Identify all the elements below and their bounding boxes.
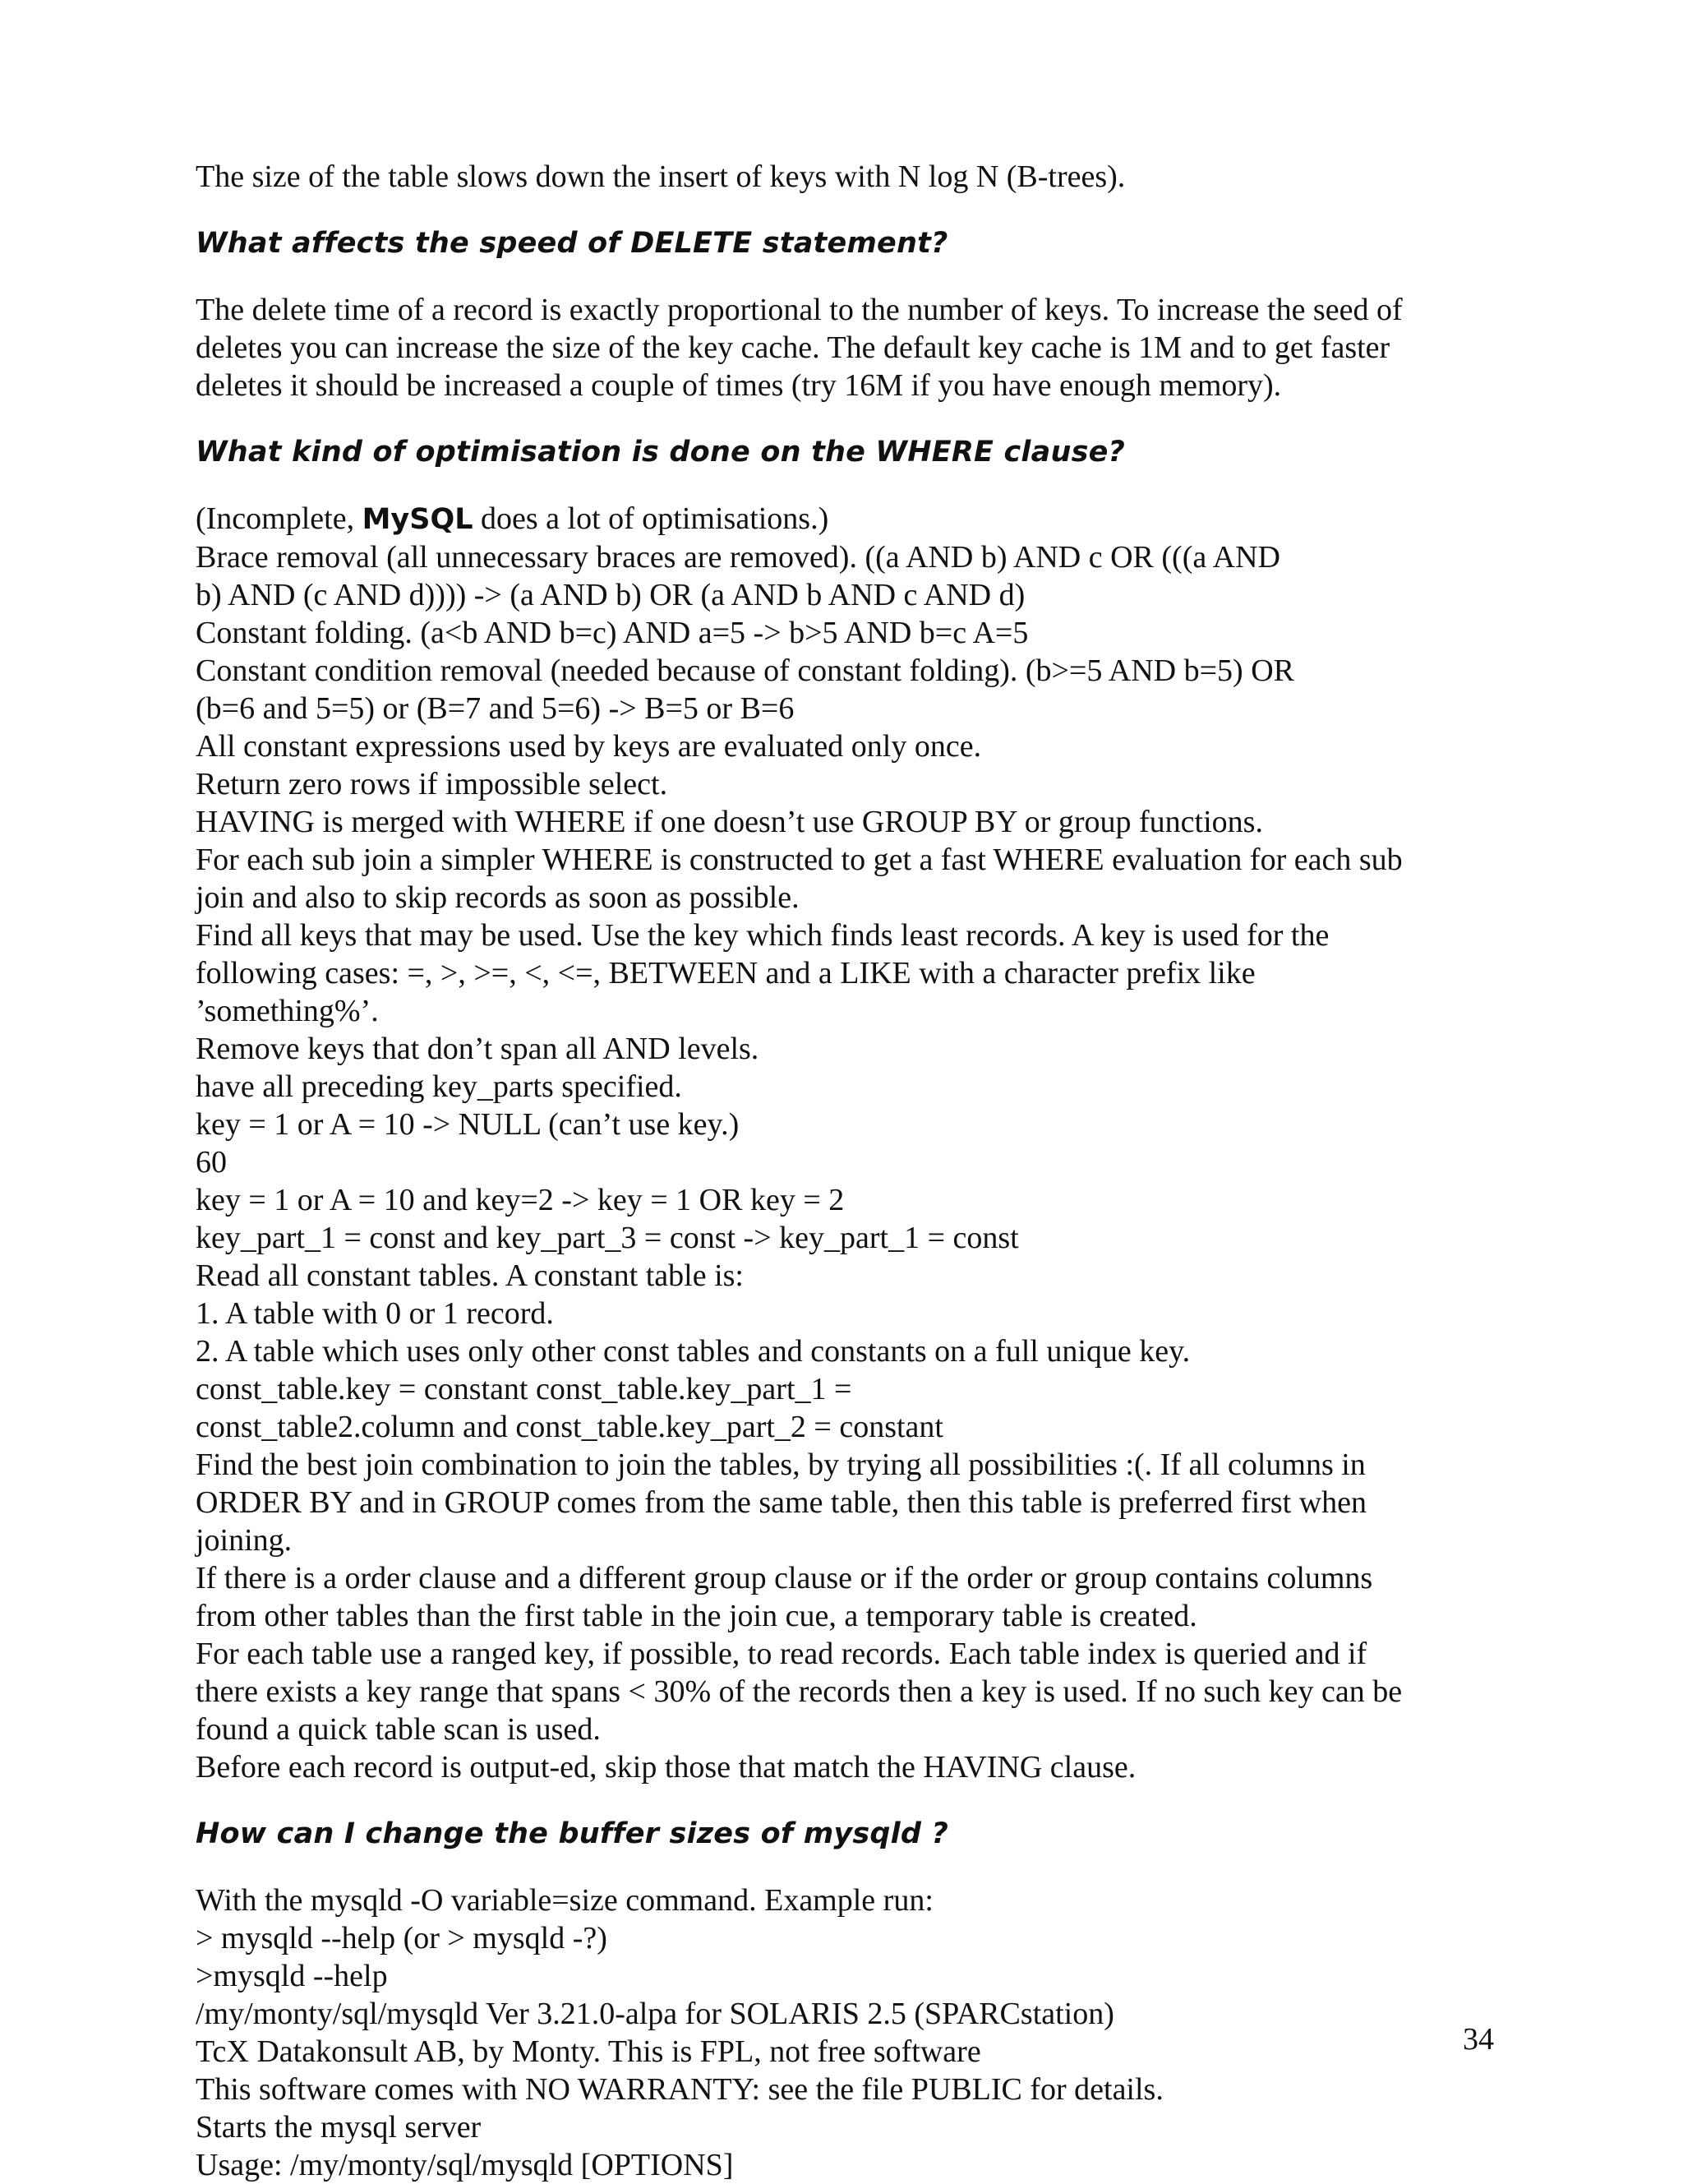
paragraph-line: Constant folding. (a<b AND b=c) AND a=5 -> b>5 AND b=c A=5 — [196, 616, 1029, 650]
paragraph-line: const_table.key = constant const_table.key_part_1 = — [196, 1372, 852, 1406]
paragraph-line: from other tables than the first table in the join cue, a temporary table is created. — [196, 1599, 1197, 1633]
paragraph-line: (b=6 and 5=5) or (B=7 and 5=6) -> B=5 or B=6 — [196, 691, 795, 726]
paragraph-line: Before each record is output-ed, skip those that match the HAVING clause. — [196, 1750, 1137, 1785]
intro-line: The size of the table slows down the insert of keys with N log N (B-trees). — [196, 159, 1126, 194]
buffers-section-heading: How can I change the buffer sizes of mysqld ? — [196, 1817, 949, 1850]
paragraph-line: 1. A table with 0 or 1 record. — [196, 1296, 554, 1331]
paragraph-line: key = 1 or A = 10 -> NULL (can’t use key.) — [196, 1107, 740, 1142]
page-number: 34 — [1463, 2022, 1494, 2057]
paragraph-line: Constant condition removal (needed because of constant folding). (b>=5 AND b=5) OR — [196, 653, 1294, 688]
document-page — [196, 158, 1494, 2184]
paragraph-line: b) AND (c AND d)))) -> (a AND b) OR (a AND b AND c AND d) — [196, 578, 1026, 612]
delete-section-body — [196, 291, 1494, 404]
delete-section-heading: What affects the speed of DELETE statement? — [196, 227, 948, 260]
paragraph-line: ’something%’. — [196, 994, 379, 1028]
paragraph-line: The delete time of a record is exactly proportional to the number of keys. To increase the seed of — [196, 293, 1403, 327]
paragraph-line: deletes it should be increased a couple of times (try 16M if you have enough memory). — [196, 368, 1282, 403]
paragraph-line: 60 — [196, 1145, 227, 1180]
paragraph-line: This software comes with NO WARRANTY: see the file PUBLIC for details. — [196, 2072, 1164, 2107]
paragraph-line: Find the best join combination to join the tables, by trying all possibilities :(. If all columns in — [196, 1448, 1366, 1482]
paragraph-line: deletes you can increase the size of the key cache. The default key cache is 1M and to get faster — [196, 330, 1390, 365]
where-section-heading: What kind of optimisation is done on the WHERE clause? — [196, 436, 1126, 469]
paragraph-line: > mysqld --help (or > mysqld -?) — [196, 1921, 607, 1955]
paragraph-line: Remove keys that don’t span all AND levels. — [196, 1032, 759, 1066]
paragraph-line: Brace removal (all unnecessary braces are removed). ((a AND b) AND c OR (((a AND — [196, 540, 1280, 575]
incomplete-prefix: (Incomplete, — [196, 501, 362, 536]
paragraph-line: >mysqld --help — [196, 1959, 388, 1993]
paragraph-line: 2. A table which uses only other const tables and constants on a full unique key. — [196, 1334, 1191, 1369]
paragraph-line: All constant expressions used by keys are evaluated only once. — [196, 729, 982, 764]
paragraph-line: joining. — [196, 1523, 293, 1558]
paragraph-line: ORDER BY and in GROUP comes from the same table, then this table is preferred first when — [196, 1485, 1367, 1520]
mysql-brand: MySQL — [362, 503, 473, 536]
where-section-body — [196, 538, 1494, 1786]
incomplete-note — [196, 500, 1494, 538]
paragraph-line: For each sub join a simpler WHERE is constructed to get a fast WHERE evaluation for each sub — [196, 843, 1403, 877]
paragraph-line: /my/monty/sql/mysqld Ver 3.21.0-alpa for SOLARIS 2.5 (SPARCstation) — [196, 1997, 1114, 2031]
paragraph-line: there exists a key range that spans < 30% of the records then a key is used. If no such key can be — [196, 1674, 1403, 1709]
paragraph-line: For each table use a ranged key, if possible, to read records. Each table index is queried and if — [196, 1637, 1367, 1671]
paragraph-line: join and also to skip records as soon as possible. — [196, 880, 800, 915]
paragraph-line: Return zero rows if impossible select. — [196, 767, 668, 801]
paragraph-line: TcX Datakonsult AB, by Monty. This is FPL, not free software — [196, 2034, 981, 2069]
paragraph-line: following cases: =, >, >=, <, <=, BETWEEN and a LIKE with a character prefix like — [196, 956, 1256, 990]
paragraph-line: If there is a order clause and a different group clause or if the order or group contains columns — [196, 1561, 1373, 1595]
paragraph-line: Read all constant tables. A constant table is: — [196, 1258, 744, 1293]
paragraph-line: Usage: /my/monty/sql/mysqld [OPTIONS] — [196, 2148, 734, 2182]
buffers-section-body — [196, 1882, 1494, 2184]
paragraph-line: const_table2.column and const_table.key_part_2 = constant — [196, 1410, 943, 1444]
paragraph-line: With the mysqld -O variable=size command. Example run: — [196, 1883, 934, 1918]
paragraph-line: key_part_1 = const and key_part_3 = const -> key_part_1 = const — [196, 1221, 1019, 1255]
paragraph-line: HAVING is merged with WHERE if one doesn’t use GROUP BY or group functions. — [196, 805, 1263, 839]
paragraph-line: key = 1 or A = 10 and key=2 -> key = 1 OR key = 2 — [196, 1183, 845, 1217]
paragraph-line: Starts the mysql server — [196, 2110, 482, 2145]
paragraph-line: found a quick table scan is used. — [196, 1712, 601, 1747]
paragraph-line: Find all keys that may be used. Use the key which finds least records. A key is used for the — [196, 918, 1330, 953]
paragraph-line: have all preceding key_parts specified. — [196, 1069, 682, 1104]
incomplete-suffix: does a lot of optimisations.) — [473, 501, 829, 536]
